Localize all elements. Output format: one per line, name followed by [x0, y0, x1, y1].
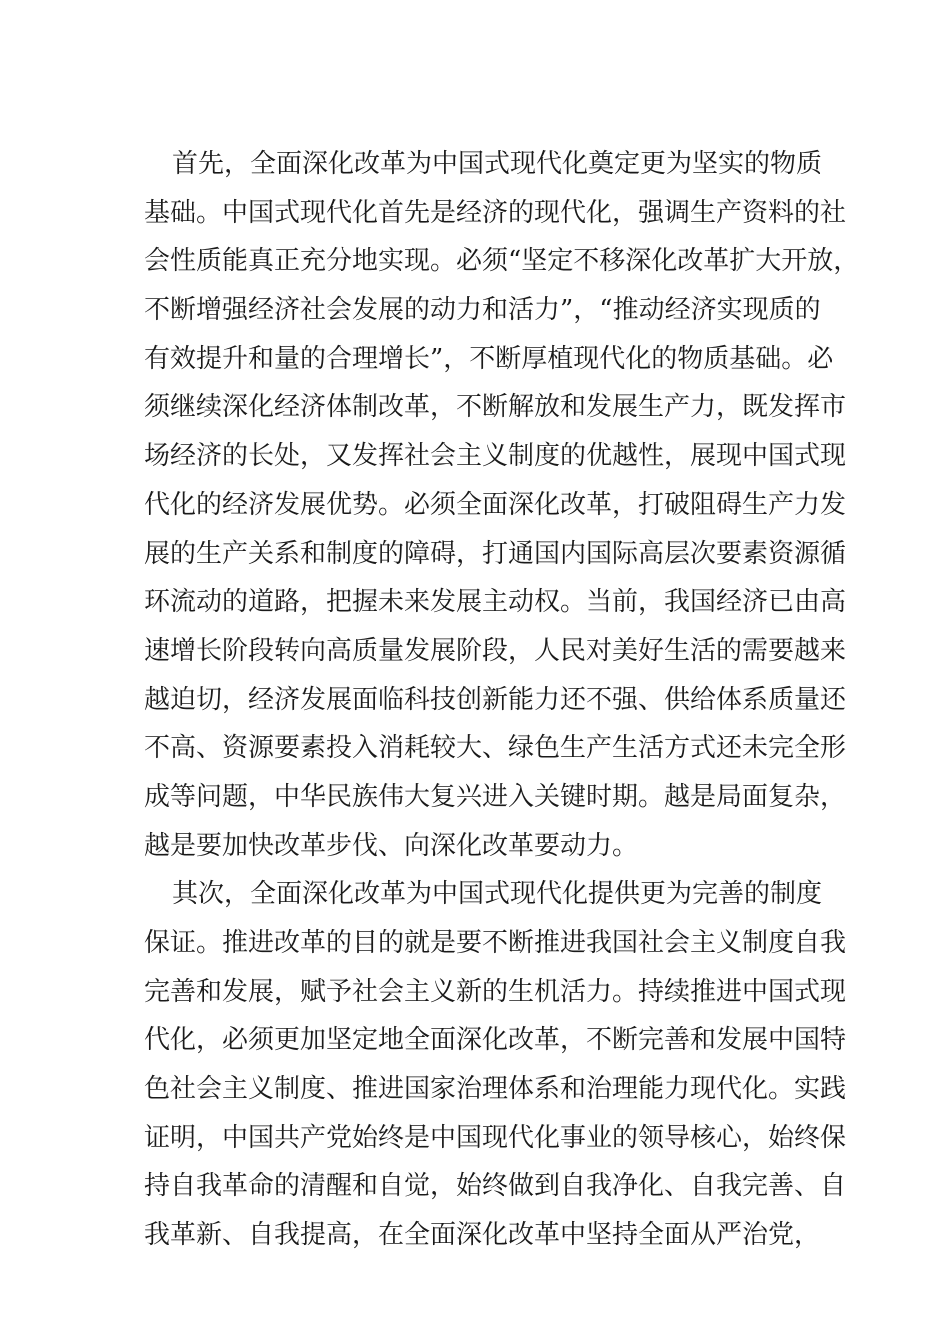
paragraph-line: 完善和发展，赋予社会主义新的生机活力。持续推进中国式现: [144, 976, 847, 1007]
paragraph-line: 会性质能真正充分地实现。必须“坚定不移深化改革扩大开放，: [144, 246, 860, 277]
paragraph-line: 环流动的道路，把握未来发展主动权。当前，我国经济已由高: [144, 587, 847, 618]
paragraph-line: 不断增强经济社会发展的动力和活力”，“推动经济实现质的: [144, 295, 821, 326]
paragraph-line: 成等问题，中华民族伟大复兴进入关键时期。越是局面复杂，: [144, 781, 847, 812]
paragraph-line: 速增长阶段转向高质量发展阶段，人民对美好生活的需要越来: [144, 635, 847, 666]
paragraph-line: 证明，中国共产党始终是中国现代化事业的领导核心，始终保: [144, 1122, 847, 1153]
paragraph-line: 场经济的长处，又发挥社会主义制度的优越性，展现中国式现: [144, 441, 847, 472]
paragraph-line: 首先，全面深化改革为中国式现代化奠定更为坚实的物质: [172, 149, 823, 179]
paragraph-line: 保证。推进改革的目的就是要不断推进我国社会主义制度自我: [144, 928, 847, 958]
paragraph-2: [144, 870, 847, 1260]
paragraph-1: [144, 140, 860, 870]
paragraph-line: 代化的经济发展优势。必须全面深化改革，打破阻碍生产力发: [144, 489, 847, 520]
paragraph-line: 色社会主义制度、推进国家治理体系和治理能力现代化。实践: [144, 1074, 847, 1105]
paragraph-line: 代化，必须更加坚定地全面深化改革，不断完善和发展中国特: [144, 1025, 847, 1056]
paragraph-line: 越是要加快改革步伐、向深化改革要动力。: [144, 830, 639, 861]
paragraph-line: 持自我革命的清醒和自觉，始终做到自我净化、自我完善、自: [144, 1171, 847, 1202]
paragraph-line: 越迫切，经济发展面临科技创新能力还不强、供给体系质量还: [144, 684, 847, 715]
paragraph-line: 基础。中国式现代化首先是经济的现代化，强调生产资料的社: [144, 197, 847, 228]
paragraph-line: 须继续深化经济体制改革，不断解放和发展生产力，既发挥市: [144, 392, 847, 423]
paragraph-line: 有效提升和量的合理增长”，不断厚植现代化的物质基础。必: [144, 343, 834, 374]
document-body: [144, 140, 860, 1260]
paragraph-line: 其次，全面深化改革为中国式现代化提供更为完善的制度: [172, 879, 823, 910]
paragraph-line: 我革新、自我提高，在全面深化改革中坚持全面从严治党，: [144, 1220, 821, 1251]
paragraph-line: 不高、资源要素投入消耗较大、绿色生产生活方式还未完全形: [144, 733, 847, 764]
paragraph-line: 展的生产关系和制度的障碍，打通国内国际高层次要素资源循: [144, 538, 847, 569]
